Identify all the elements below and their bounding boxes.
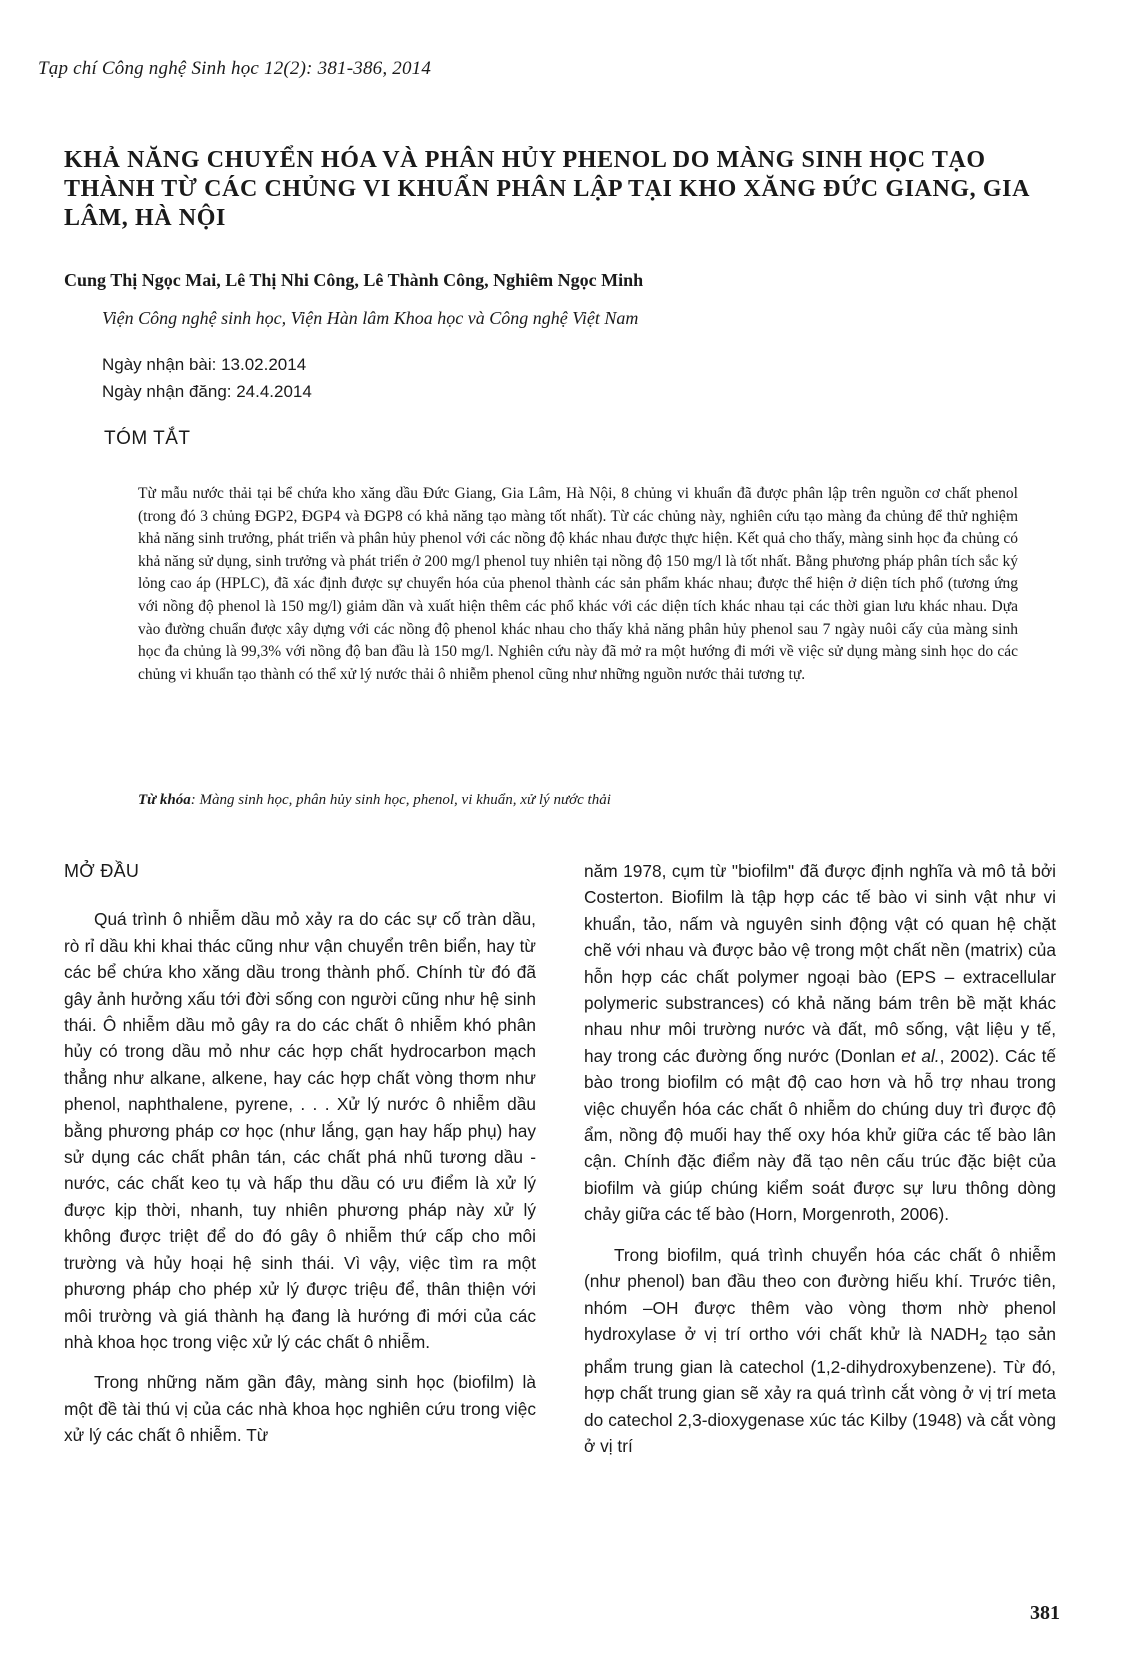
intro-paragraph-2: Trong những năm gần đây, màng sinh học (biofilm) là một đề tài thú vị của các nhà khoa học nghiên cứu trong việc xử lý các chất ô nhiễm. Từ xyxy=(64,1372,536,1446)
keywords-label: Từ khóa xyxy=(138,792,191,808)
intro-heading: MỞ ĐẦU xyxy=(64,861,140,881)
intro-paragraph-3-part-b: , 2002). Các tế bào trong biofilm có mật độ cao hơn và hỗ trợ nhau trong việc chuyển hóa các chất ô nhiễm do chúng duy trì được độ ẩm, nồng độ muối hay thế oxy hóa khử giữa các tế bào lân cận. Chính đặc điểm này đã tạo nên cấu trúc đặc biệt của biofilm và giúp chúng kiểm soát được sự lưu thông dòng chảy giữa các tế bào (Horn, Morgenroth, 2006). xyxy=(584,1045,1056,1225)
intro-paragraph-4-part-b: tạo sản phẩm trung gian là catechol (1,2-dihydroxybenzene). Từ đó, hợp chất trung gian sẽ xảy ra quá trình cắt vòng ở vị trí meta do catechol 2,3-dioxygenase xúc tác Kilby (1948) và cắt vòng ở vị trí xyxy=(584,1323,1056,1456)
submission-dates xyxy=(102,351,312,405)
et-al: et al. xyxy=(901,1045,940,1066)
affiliation: Viện Công nghệ sinh học, Viện Hàn lâm Khoa học và Công nghệ Việt Nam xyxy=(102,308,639,328)
intro-paragraph-1: Quá trình ô nhiễm dầu mỏ xảy ra do các sự cố tràn dầu, rò rỉ dầu khi khai thác cũng như vận chuyển trên biển, hay từ các bể chứa kho xăng dầu trong thành phố. Chính từ đó đã gây ảnh hưởng xấu tới đời sống con người cũng như hệ sinh thái. Ô nhiễm dầu mỏ gây ra do các chất ô nhiễm khó phân hủy có trong dầu mỏ như các hợp chất hydrocarbon mạch thẳng như alkane, alkene, hay các hợp chất vòng thơm như phenol, naphthalene, pyrene, . . . Xử lý nước ô nhiễm dầu bằng phương pháp cơ học (như lắng, gạn hay hấp phụ) hay sử dụng các chất phân tán, các chất phá nhũ tương dầu - nước, các chất keo tụ và hấp thu dầu có ưu điểm là xử lý được kịp thời, nhanh, tuy nhiên phương pháp này xử lý không được triệt để do đó gây ô nhiễm thứ cấp cho môi trường và hủy hoại hệ sinh thái. Vì vậy, việc tìm ra một phương pháp cho phép xử lý được triệu để, thân thiện với môi trường và giá thành hạ đang là hướng đi mới của các nhà khoa học trong việc xử lý các chất ô nhiễm. xyxy=(64,909,536,1352)
accepted-date: Ngày nhận đăng: 24.4.2014 xyxy=(102,382,312,401)
keywords-text: : Màng sinh học, phân hủy sinh học, phenol, vi khuẩn, xử lý nước thải xyxy=(190,792,611,808)
intro-paragraph-3 xyxy=(584,858,1056,1228)
left-column xyxy=(64,858,536,1449)
abstract-text: Từ mẫu nước thải tại bể chứa kho xăng dầu Đức Giang, Gia Lâm, Hà Nội, 8 chủng vi khuẩn đã được phân lập trên nguồn cơ chất phenol (trong đó 3 chủng ĐGP2, ĐGP4 và ĐGP8 có khả năng tạo màng tốt nhất). Từ các chủng này, nghiên cứu tạo màng đa chủng để thử nghiệm khả năng sinh trưởng, phát triển và phân hủy phenol với các nồng độ khác nhau được thực hiện. Kết quả cho thấy, màng sinh học đa chủng có khả năng sử dụng, sinh trưởng và phát triển ở 200 mg/l phenol tuy nhiên tại nồng độ 150 mg/l là tốt nhất. Bằng phương pháp phân tích sắc ký lỏng cao áp (HPLC), đã xác định được sự chuyển hóa của phenol thành các sản phẩm khác nhau; được thể hiện ở diện tích phổ (tương ứng với nồng độ phenol là 150 mg/l) giảm dần và xuất hiện thêm các phổ khác với các diện tích khác nhau tại các thời gian lưu khác nhau. Dựa vào đường chuẩn được xây dựng với các nồng độ phenol khác nhau cho thấy khả năng phân hủy phenol sau 7 ngày nuôi cấy của màng sinh học đa chủng là 99,3% với nồng độ ban đầu là 150 mg/l. Nghiên cứu này đã mở ra một hướng đi mới về việc sử dụng màng sinh học do các chủng vi khuẩn tạo thành có thể xử lý nước thải ô nhiễm phenol cũng như những nguồn nước thải tương tự. xyxy=(138,485,1018,683)
page-number: 381 xyxy=(1030,1602,1060,1624)
intro-paragraph-4 xyxy=(584,1242,1056,1460)
subscript-2: 2 xyxy=(979,1332,988,1349)
received-date: Ngày nhận bài: 13.02.2014 xyxy=(102,355,307,374)
intro-paragraph-4-part-a: Trong biofilm, quá trình chuyển hóa các chất ô nhiễm (như phenol) ban đầu theo con đường hiếu khí. Trước tiên, nhóm –OH được thêm vào vòng thơm nhờ phenol hydroxylase ở vị trí ortho với chất khử là NADH xyxy=(584,1244,1056,1344)
abstract-heading: TÓM TẮT xyxy=(104,428,191,449)
right-column xyxy=(584,858,1056,1459)
paper-title: KHẢ NĂNG CHUYỂN HÓA VÀ PHÂN HỦY PHENOL DO MÀNG SINH HỌC TẠO THÀNH TỪ CÁC CHỦNG VI KHUẨN PHÂN LẬP TẠI KHO XĂNG ĐỨC GIANG, GIA LÂM, HÀ NỘI xyxy=(64,147,1029,231)
intro-paragraph-3-part-a: năm 1978, cụm từ "biofilm" đã được định nghĩa và mô tả bởi Costerton. Biofilm là tập hợp các tế bào vi sinh vật như vi khuẩn, tảo, nấm và nguyên sinh động vật có quan hệ chặt chẽ với nhau và được bảo vệ trong một chất nền (matrix) của hỗn hợp các chất polymer ngoại bào (EPS – extracellular polymeric substrances) có khả năng bám trên bề mặt khác nhau như môi trường nước và đất, mô sống, vật liệu y tế, hay trong các đường ống nước (Donlan xyxy=(584,861,1056,1066)
keywords xyxy=(138,792,1018,809)
author-list: Cung Thị Ngọc Mai, Lê Thị Nhi Công, Lê Thành Công, Nghiêm Ngọc Minh xyxy=(64,270,644,290)
journal-citation: Tạp chí Công nghệ Sinh học 12(2): 381-386, 2014 xyxy=(38,58,432,79)
